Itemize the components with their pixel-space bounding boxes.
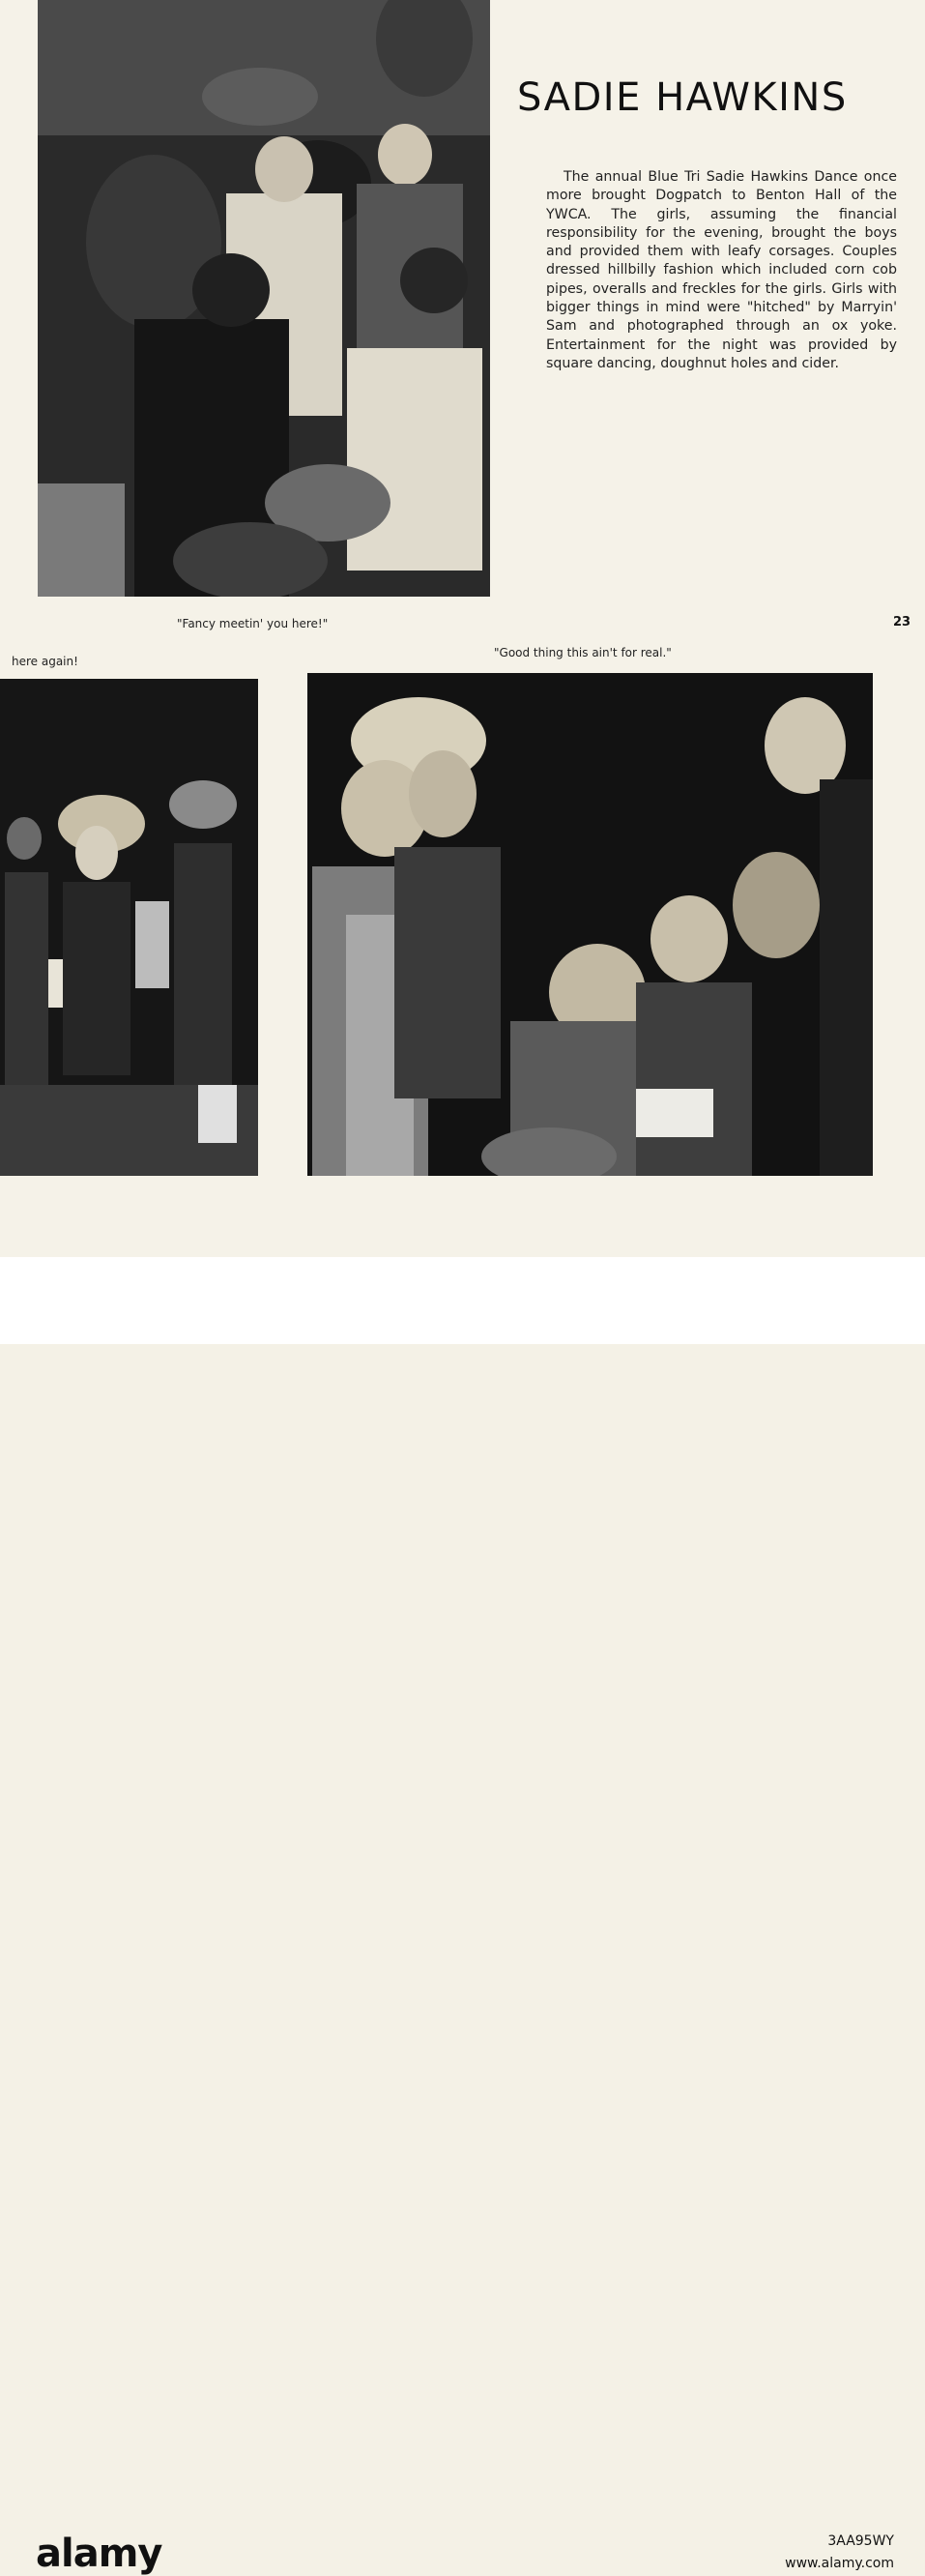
stock-footer [0,1257,925,2576]
dance-photo-bottom-left [0,679,258,1176]
yearbook-page [0,0,925,1257]
page-number: 23 [893,615,911,629]
stock-image-id: 3AA95WY [827,2533,894,2549]
dance-photo-bottom-right [307,673,873,1176]
caption-bottom-right-photo: "Good thing this ain't for real." [494,646,672,659]
caption-bottom-left-photo: here again! [12,655,78,668]
caption-top-photo: "Fancy meetin' you here!" [177,617,329,630]
article-body: The annual Blue Tri Sadie Hawkins Dance once more brought Dogpatch to Benton Hall of the YWCA. The girls, assuming the financial responsibility for the evening, brought the boys and provided them with leafy corsages. Couples dressed hillbilly fashion which included corn cob pipes, overalls and freckles for the girls. Girls with bigger things in mind were "hitched" by Marryin' Sam and photographed through an ox yoke. Entertainment for the night was provided by square dancing, doughnut holes and cider. [546,169,897,371]
alamy-logo: alamy [36,2532,162,2576]
dance-photo-top [38,0,490,597]
article-title: SADIE HAWKINS [517,75,848,120]
stock-url[interactable]: www.alamy.com [785,2556,894,2571]
